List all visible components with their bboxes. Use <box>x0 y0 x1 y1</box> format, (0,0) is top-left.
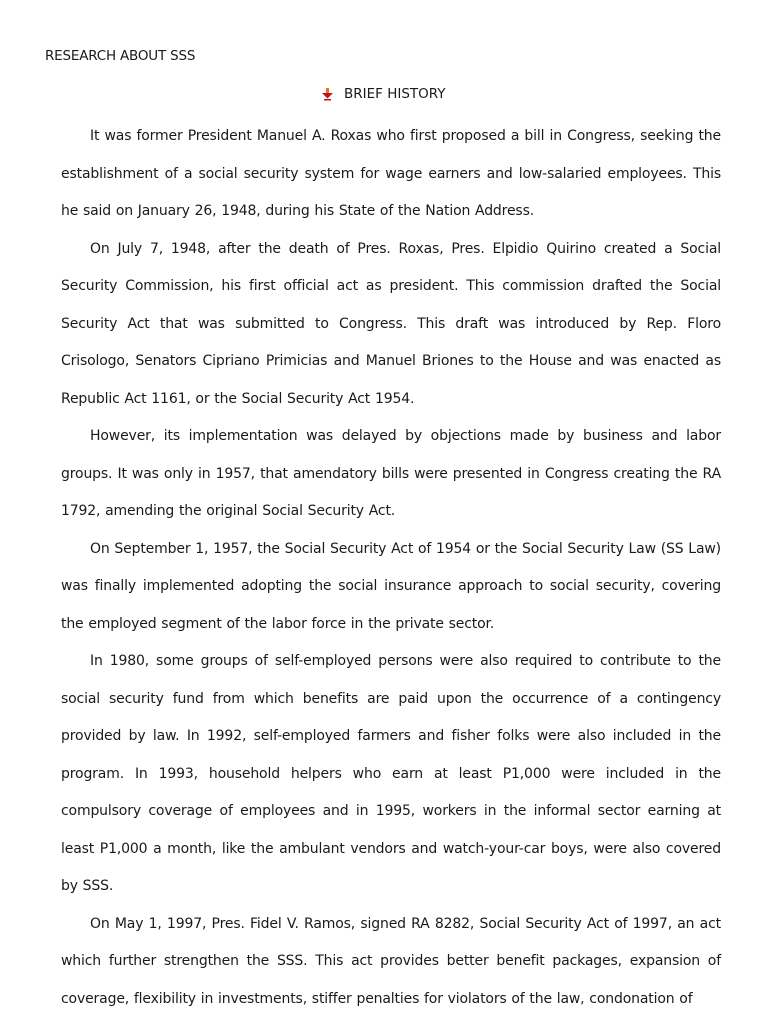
document-body <box>61 118 721 1018</box>
paragraph: It was former President Manuel A. Roxas who first proposed a bill in Congress, seeking the establishment of a social security system for wage earners and low-salaried employees. This he said on January 26, 1948, during his State of the Nation Address. <box>61 128 721 219</box>
paragraph: On July 7, 1948, after the death of Pres. Roxas, Pres. Elpidio Quirino created a Social Security Commission, his first official act as president. This commission drafted the Social Security Act that was submitted to Congress. This draft was introduced by Rep. Floro Crisologo, Senators Cipriano Primicias and Manuel Briones to the House and was enacted as Republic Act 1161, or the Social Security Act 1954. <box>61 240 721 407</box>
paragraph: On May 1, 1997, Pres. Fidel V. Ramos, signed RA 8282, Social Security Act of 1997, an act which further strengthen the SSS. This act provides better benefit packages, expansion of coverage, flexibility in investments, stiffer penalties for violators of the law, condonation of <box>61 915 721 1007</box>
section-heading <box>322 86 446 102</box>
document-title: RESEARCH ABOUT SSS <box>45 48 196 64</box>
paragraph: On September 1, 1957, the Social Security Act of 1954 or the Social Security Law (SS Law) was finally implemented adopting the social insurance approach to social security, covering the employed segment of the labor force in the private sector. <box>61 540 721 632</box>
arrow-down-bullet-icon <box>322 88 333 101</box>
section-heading-text: BRIEF HISTORY <box>344 86 446 102</box>
paragraph: In 1980, some groups of self-employed persons were also required to contribute to the social security fund from which benefits are paid upon the occurrence of a contingency provided by law. In 1992, self-employed farmers and fisher folks were also included in the program. In 1993, household helpers who earn at least P1,000 were included in the compulsory coverage of employees and in 1995, workers in the informal sector earning at least P1,000 a month, like the ambulant vendors and watch-your-car boys, were also covered by SSS. <box>61 653 721 894</box>
paragraph: However, its implementation was delayed by objections made by business and labor groups. It was only in 1957, that amendatory bills were presented in Congress creating the RA 1792, amending the original Social Security Act. <box>61 428 721 519</box>
